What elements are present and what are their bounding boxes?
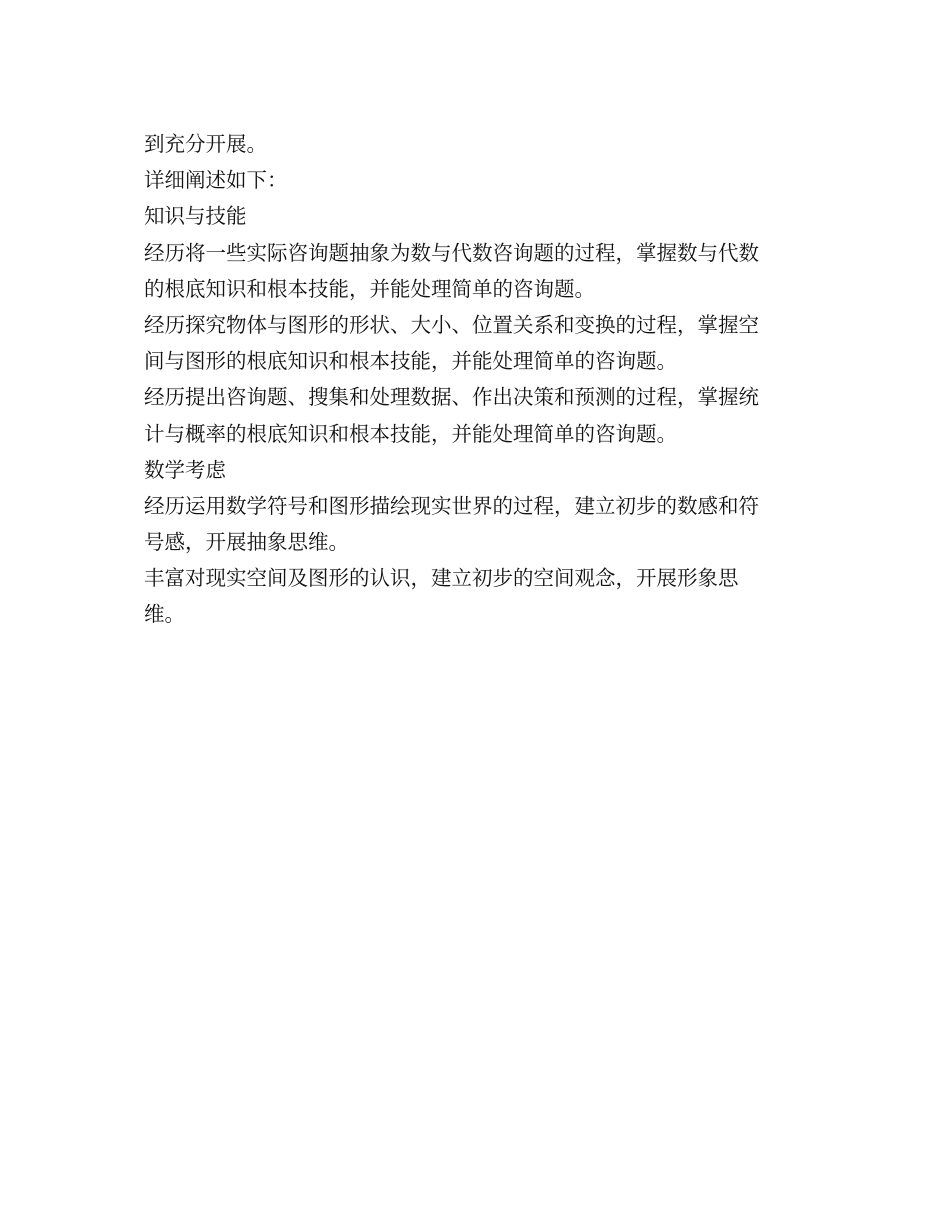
text-line: 经历将一些实际咨询题抽象为数与代数咨询题的过程，掌握数与代数: [144, 240, 759, 265]
text-line: 经历运用数学符号和图形描绘现实世界的过程，建立初步的数感和符: [144, 493, 759, 518]
section-heading: 知识与技能: [144, 204, 247, 229]
text-line: 的根底知识和根本技能，并能处理简单的咨询题。: [144, 276, 595, 301]
section-heading: 数学考虑: [144, 457, 226, 482]
text-line: 经历探究物体与图形的形状、大小、位置关系和变换的过程，掌握空: [144, 312, 759, 337]
text-line: 维。: [144, 602, 185, 627]
text-line: 间与图形的根底知识和根本技能，并能处理简单的咨询题。: [144, 349, 677, 374]
text-line: 经历提出咨询题、搜集和处理数据、作出决策和预测的过程，掌握统: [144, 385, 759, 410]
text-line: 计与概率的根底知识和根本技能，并能处理简单的咨询题。: [144, 421, 677, 446]
document-body: [144, 126, 804, 633]
text-line: 到充分开展。: [144, 132, 267, 156]
text-line: 号感，开展抽象思维。: [144, 530, 349, 555]
text-line: 详细阐述如下：: [144, 168, 288, 193]
text-line: 丰富对现实空间及图形的认识，建立初步的空间观念，开展形象思: [144, 566, 739, 591]
